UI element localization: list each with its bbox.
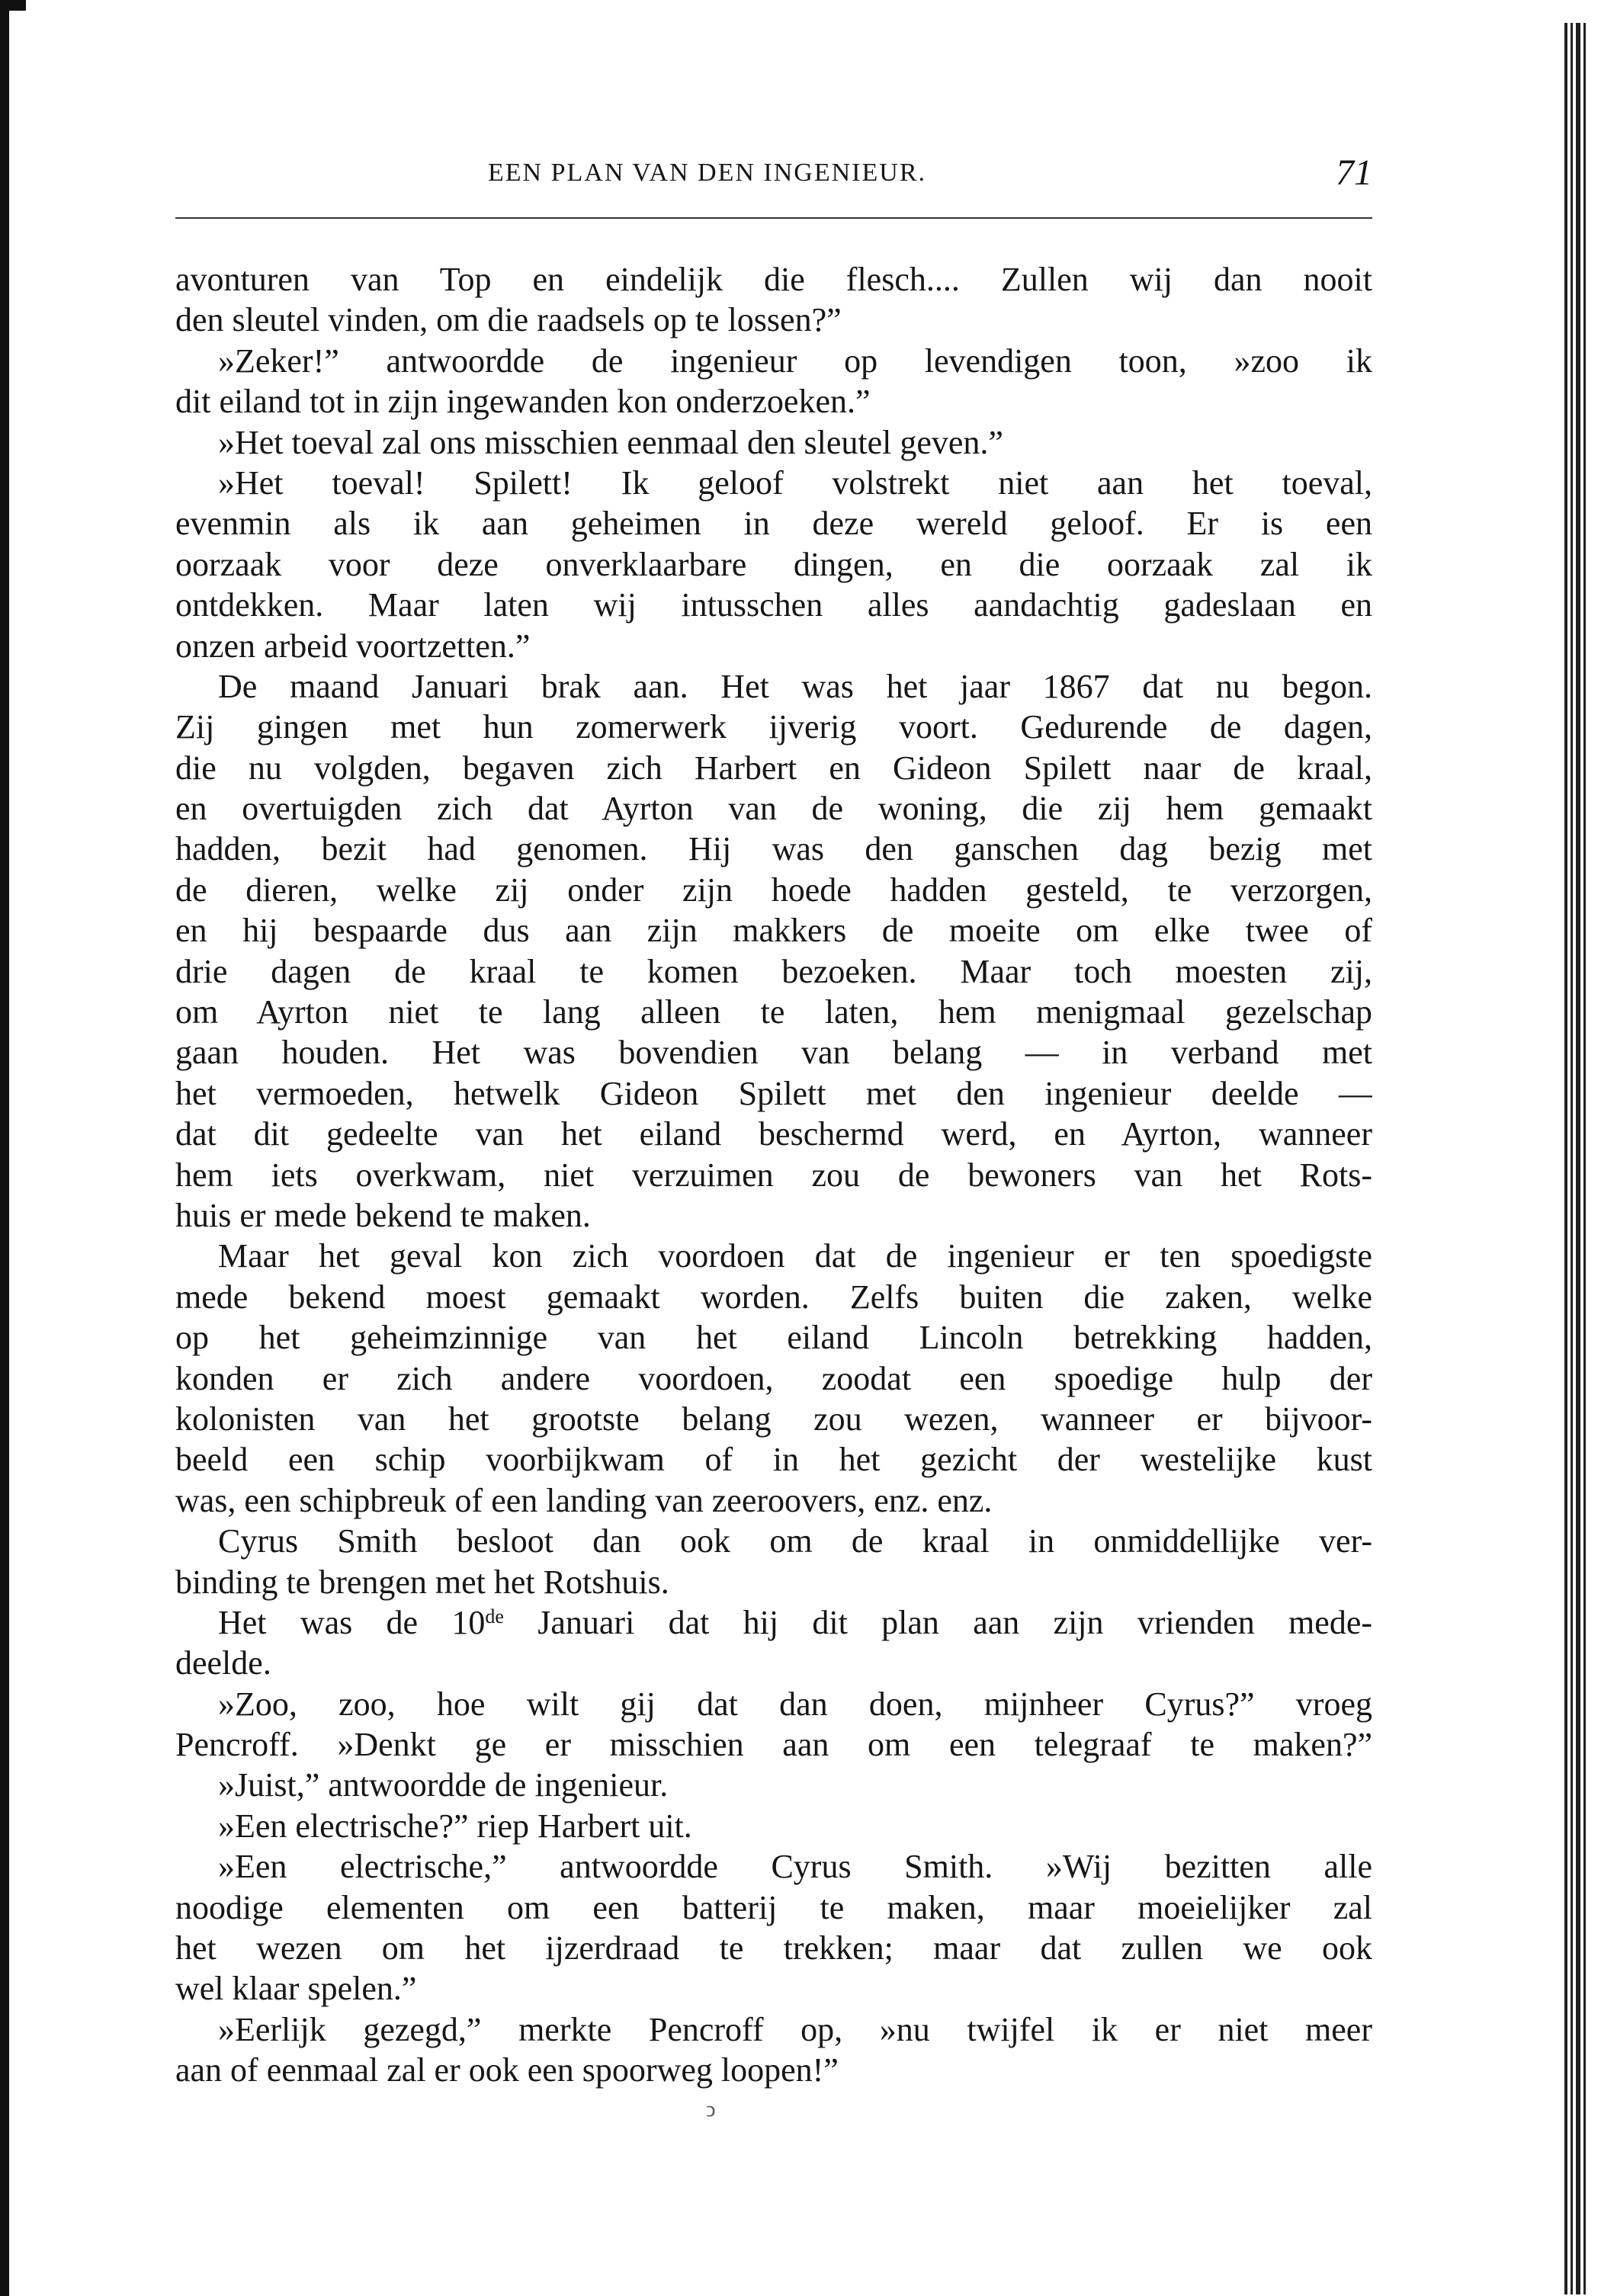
running-head — [175, 152, 1372, 204]
text-line: was, een schipbreuk of een landing van zeeroovers, enz. enz. — [175, 1481, 993, 1519]
text-line: »Een electrische,” antwoordde Cyrus Smith. »Wij bezitten alle — [218, 1848, 1372, 1886]
text-line: en overtuigden zich dat Ayrton van de woning, die zij hem gemaakt — [175, 790, 1372, 828]
text-line: onzen arbeid voortzetten.” — [175, 627, 531, 665]
text-line: »Zoo, zoo, hoe wilt gij dat dan doen, mijnheer Cyrus?” vroeg — [218, 1685, 1372, 1723]
text-line: Cyrus Smith besloot dan ook om de kraal in onmiddellijke ver- — [218, 1522, 1372, 1560]
text-line: »Eerlijk gezegd,” merkte Pencroff op, »nu twijfel ik er niet meer — [218, 2010, 1372, 2048]
text-line: kolonisten van het grootste belang zou wezen, wanneer er bijvoor- — [175, 1400, 1372, 1438]
text-line: huis er mede bekend te maken. — [175, 1196, 591, 1234]
text-line: op het geheimzinnige van het eiland Lincoln betrekking hadden, — [175, 1319, 1372, 1357]
text-line: en hij bespaarde dus aan zijn makkers de moeite om elke twee of — [175, 912, 1372, 950]
header-rule — [175, 217, 1372, 219]
text-line: evenmin als ik aan geheimen in deze wereld geloof. Er is een — [175, 505, 1372, 543]
scan-edge-right-1 — [1564, 23, 1567, 2294]
text-line: Zij gingen met hun zomerwerk ijverig voort. Gedurende de dagen, — [175, 708, 1372, 746]
text-line: De maand Januari brak aan. Het was het jaar 1867 dat nu begon. — [218, 667, 1372, 705]
scan-edge-right-3 — [1576, 23, 1580, 2294]
running-title: EEN PLAN VAN DEN INGENIEUR. — [488, 159, 926, 187]
footer-mark: ͻ — [706, 2098, 716, 2121]
text-line: aan of eenmaal zal er ook een spoorweg loopen!” — [175, 2051, 839, 2089]
scan-edge-right-2 — [1571, 23, 1573, 2294]
text-line: om Ayrton niet te lang alleen te laten, hem menigmaal gezelschap — [175, 993, 1372, 1031]
scan-edge-corner — [0, 0, 26, 11]
text-line: dat dit gedeelte van het eiland beschermd werd, en Ayrton, wanneer — [175, 1115, 1372, 1153]
text-line: Maar het geval kon zich voordoen dat de ingenieur er ten spoedigste — [218, 1237, 1372, 1275]
text-line: het wezen om het ijzerdraad te trekken; maar dat zullen we ook — [175, 1929, 1372, 1967]
text-line: konden er zich andere voordoen, zoodat een spoedige hulp der — [175, 1359, 1372, 1397]
page-number: 71 — [1336, 152, 1372, 193]
text-line: dit eiland tot in zijn ingewanden kon onderzoeken.” — [175, 383, 871, 421]
scan-edge-right-4 — [1583, 23, 1586, 2294]
text-line: »Het toeval! Spilett! Ik geloof volstrekt niet aan het toeval, — [218, 463, 1372, 502]
text-line: »Juist,” antwoordde de ingenieur. — [218, 1766, 669, 1804]
text-line: oorzaak voor deze onverklaarbare dingen, en die oorzaak zal ik — [175, 545, 1372, 583]
text-line: deelde. — [175, 1644, 271, 1682]
text-line: gaan houden. Het was bovendien van belang — in verband met — [175, 1034, 1372, 1072]
text-line: den sleutel vinden, om die raadsels op te lossen?” — [175, 301, 842, 339]
text-line: »Zeker!” antwoordde de ingenieur op levendigen toon, »zoo ik — [218, 342, 1372, 380]
text-line: wel klaar spelen.” — [175, 1970, 417, 2008]
text-line: Pencroff. »Denkt ge er misschien aan om een telegraaf te maken?” — [175, 1726, 1372, 1764]
text-line: ontdekken. Maar laten wij intusschen alles aandachtig gadeslaan en — [175, 586, 1372, 624]
text-line: drie dagen de kraal te komen bezoeken. Maar toch moesten zij, — [175, 952, 1372, 990]
superscript: de — [485, 1605, 504, 1627]
text-line: hadden, bezit had genomen. Hij was den ganschen dag bezig met — [175, 830, 1372, 868]
text-line: mede bekend moest gemaakt worden. Zelfs buiten die zaken, welke — [175, 1278, 1372, 1316]
text-line-part: Januari dat hij dit plan aan zijn vrienden mede- — [503, 1603, 1372, 1641]
scan-edge-left — [0, 0, 9, 2296]
text-line — [175, 1602, 1372, 1643]
text-line: noodige elementen om een batterij te maken, maar moeielijker zal — [175, 1888, 1372, 1926]
text-line-part: Het was de 10 — [218, 1603, 486, 1641]
text-line: avonturen van Top en eindelijk die flesch.... Zullen wij dan nooit — [175, 261, 1372, 298]
text-line: hem iets overkwam, niet verzuimen zou de bewoners van het Rots- — [175, 1156, 1372, 1194]
text-line: »Een electrische?” riep Harbert uit. — [218, 1807, 692, 1845]
text-line: binding te brengen met het Rotshuis. — [175, 1563, 669, 1601]
text-line: beeld een schip voorbijkwam of in het gezicht der westelijke kust — [175, 1441, 1372, 1479]
text-line: de dieren, welke zij onder zijn hoede hadden gesteld, te verzorgen, — [175, 871, 1372, 909]
text-line: »Het toeval zal ons misschien eenmaal den sleutel geven.” — [218, 423, 1003, 461]
text-line: het vermoeden, hetwelk Gideon Spilett met den ingenieur deelde — — [175, 1074, 1372, 1112]
body-text — [175, 259, 1372, 2091]
text-line: die nu volgden, begaven zich Harbert en Gideon Spilett naar de kraal, — [175, 749, 1372, 787]
